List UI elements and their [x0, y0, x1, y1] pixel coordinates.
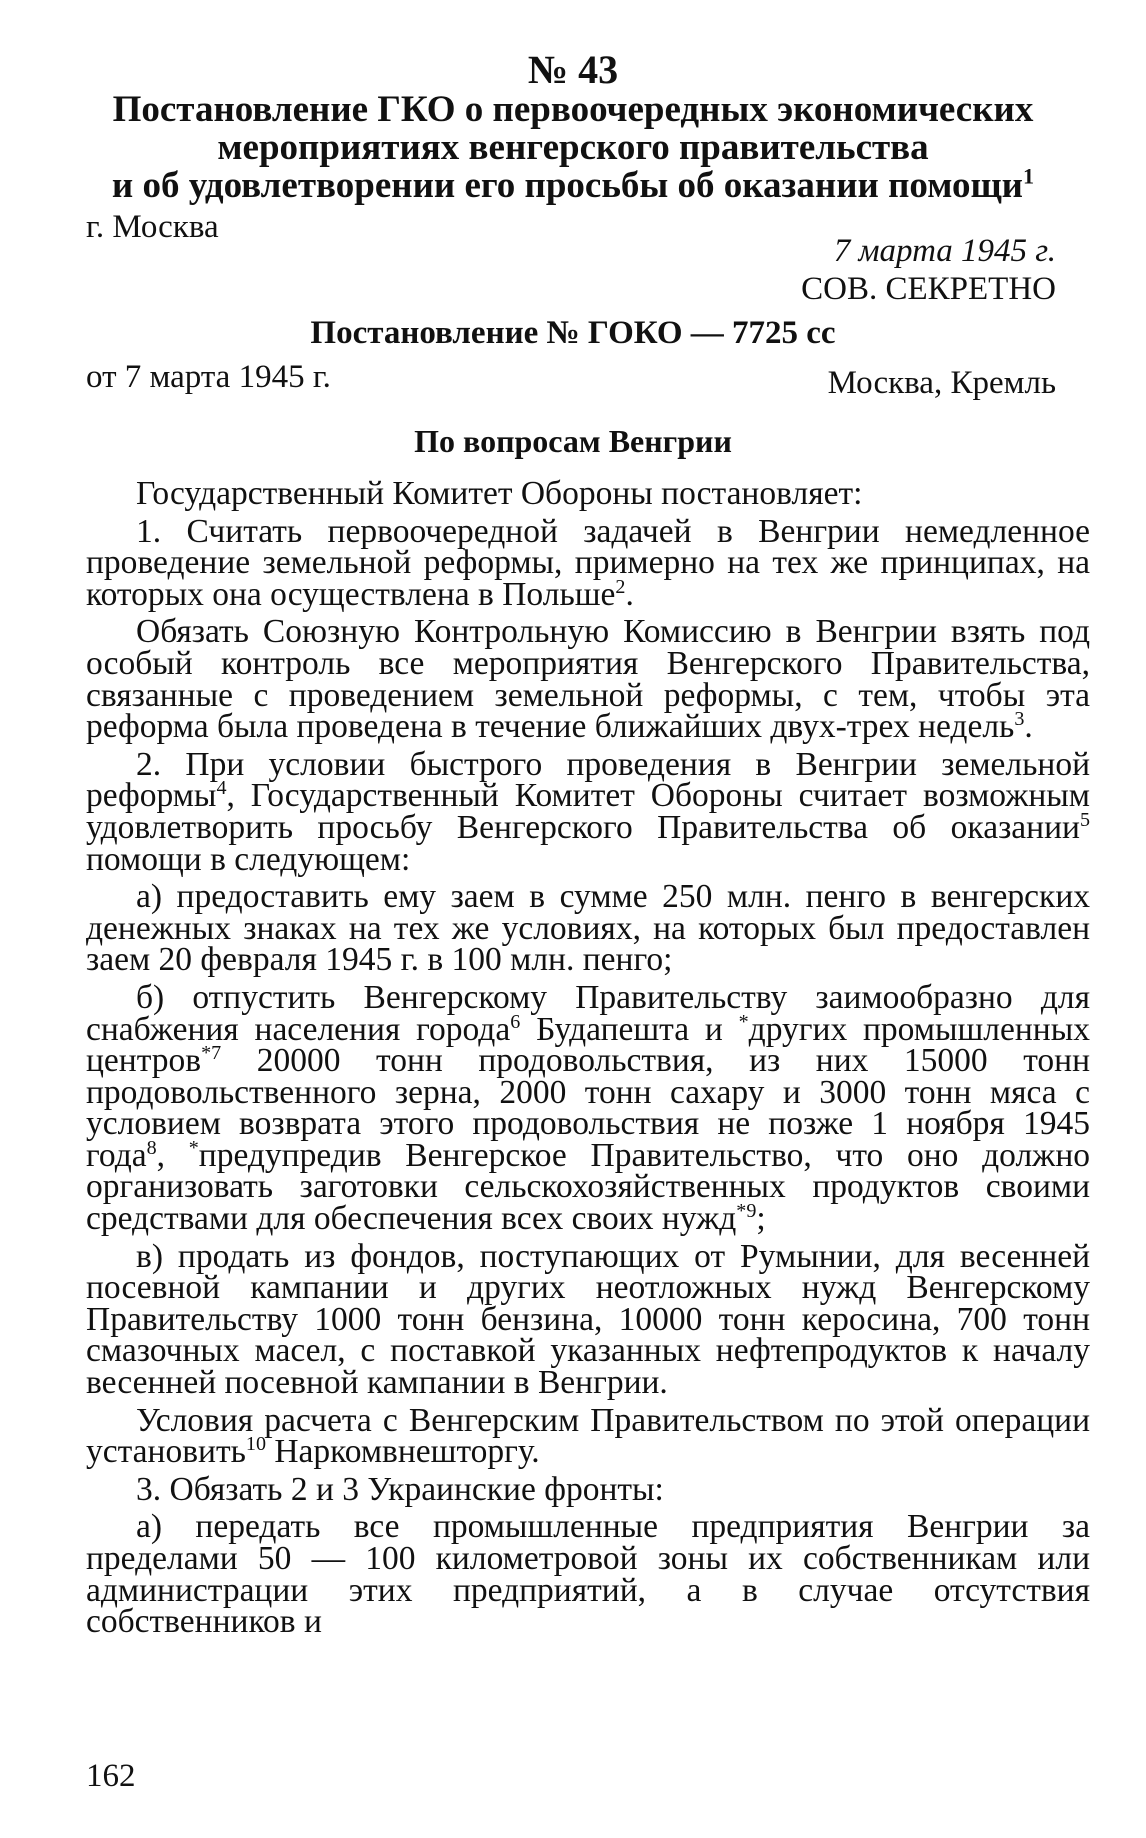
classification: СОВ. СЕКРЕТНО [801, 271, 1056, 307]
place: г. Москва [86, 209, 219, 245]
p-commission-end: . [1024, 708, 1033, 746]
insert-marker: * [738, 1010, 749, 1033]
document-body [86, 475, 1090, 1644]
footnote-ref: *7 [201, 1041, 222, 1064]
paragraph-1 [86, 512, 1090, 613]
document-date: 7 марта 1945 г. [833, 233, 1056, 269]
p-settlement-text-a: Условия расчета с Венгерским Правительством по этой операции установить [86, 1401, 1090, 1471]
p2b-text-g: ; [756, 1200, 766, 1238]
p2b-text-b: Будапешта и [520, 1010, 739, 1048]
paragraph-2b [86, 978, 1090, 1238]
title-line-3-text: и об удовлетворении его просьбы об оказании помощи [111, 165, 1023, 206]
preamble-text: Государственный Комитет Обороны постановляет: [136, 475, 863, 512]
paragraph-2a [86, 878, 1090, 979]
p2a-text: а) предоставить ему заем в сумме 250 млн. пенго в венгерских денежных знаках на тех же условиях, на которых был предоставлен заем 20 февраля 1945 г. в 100 млн. пенго; [86, 878, 1090, 979]
paragraph-settlement [86, 1401, 1090, 1471]
footnote-ref: 8 [146, 1136, 157, 1159]
p2b-text-e: , [156, 1136, 189, 1174]
p2b-text-f: предупредив Венгерское Правительство, что оно должно организовать заготовки сельскохозяйственных продуктов своими средствами для обеспечения всех своих нужд [86, 1136, 1090, 1238]
resolution-number: Постановление № ГОКО — 7725 сс [310, 315, 836, 351]
title-line-3 [100, 163, 1046, 206]
paragraph-2 [86, 745, 1090, 878]
p2-text-b: , Государственный Комитет Обороны считает возможным удовлетворить просьбу Венгерского Правительства об оказании [86, 777, 1090, 846]
paragraph-3 [86, 1470, 1090, 1508]
paragraph-2c [86, 1237, 1090, 1402]
title-footnote-ref: 1 [1023, 163, 1035, 189]
title-line-2: мероприятиях венгерского правительства [217, 127, 929, 168]
p3-text: 3. Обязать 2 и 3 Украинские фронты: [136, 1470, 664, 1508]
title-line-1: Постановление ГКО о первоочередных экономических [112, 89, 1034, 130]
insert-marker: * [188, 1136, 199, 1159]
footnote-ref: 4 [216, 777, 227, 800]
p2-text-c: помощи в следующем: [86, 840, 411, 878]
resolution-place: Москва, Кремль [827, 365, 1056, 401]
subject-heading: По вопросам Венгрии [414, 423, 732, 459]
footnote-ref: 3 [1014, 708, 1025, 730]
p2b-text-c: других промышленных центров [86, 1010, 1090, 1080]
document-number: № 43 [527, 47, 619, 92]
p2b-text-d: 20000 тонн продовольствия, из них 15000 тонн продовольственного зерна, 2000 тонн сахару и 3000 тонн мяса с условием возврата этого продовольствия не позже 1 ноября 1945 года [86, 1042, 1090, 1174]
footnote-ref: *9 [736, 1199, 757, 1222]
paragraph-3a [86, 1508, 1090, 1641]
p1-end: . [625, 575, 634, 613]
p2b-text-a: б) отпустить Венгерскому Правительству заимообразно для снабжения населения города [86, 978, 1090, 1048]
resolution-date: от 7 марта 1945 г. [86, 359, 331, 395]
footnote-ref: 6 [510, 1010, 521, 1033]
p-commission-text: Обязать Союзную Контрольную Комиссию в Венгрии взять под особый контроль все мероприятия Венгерского Правительства, связанные с проведением земельной реформы, с тем, чтобы эта реформа была проведена в течение ближайших двух-трех недель [86, 613, 1090, 746]
p2c-text: в) продать из фондов, поступающих от Румынии, для весенней посевной кампании и других неотложных нужд Венгерскому Правительству 1000 тонн бензина, 10000 тонн керосина, 700 тонн смазочных масел, с поставкой указанных нефтепродуктов к началу весенней посевной кампании в Венгрии. [86, 1237, 1090, 1402]
page-number: 162 [86, 1758, 136, 1794]
footnote-ref: 5 [1079, 808, 1090, 831]
paragraph-preamble [86, 475, 1090, 512]
p2-text-a: 2. При условии быстрого проведения в Венгрии земельной реформы [86, 745, 1090, 815]
p1-text: 1. Считать первоочередной задачей в Венгрии немедленное проведение земельной реформы, примерно на тех же принципах, на которых она осуществлена в Польше [86, 512, 1090, 613]
paragraph-oblige-commission [86, 613, 1090, 746]
footnote-ref: 2 [615, 575, 626, 598]
footnote-ref: 10 [245, 1433, 266, 1456]
p-settlement-text-b: Наркомвнешторгу. [265, 1433, 540, 1471]
p3a-text: а) передать все промышленные предприятия Венгрии за пределами 50 — 100 километровой зоны их собственникам или администрации этих предприятий, а в случае отсутствия собственников и [86, 1508, 1090, 1641]
